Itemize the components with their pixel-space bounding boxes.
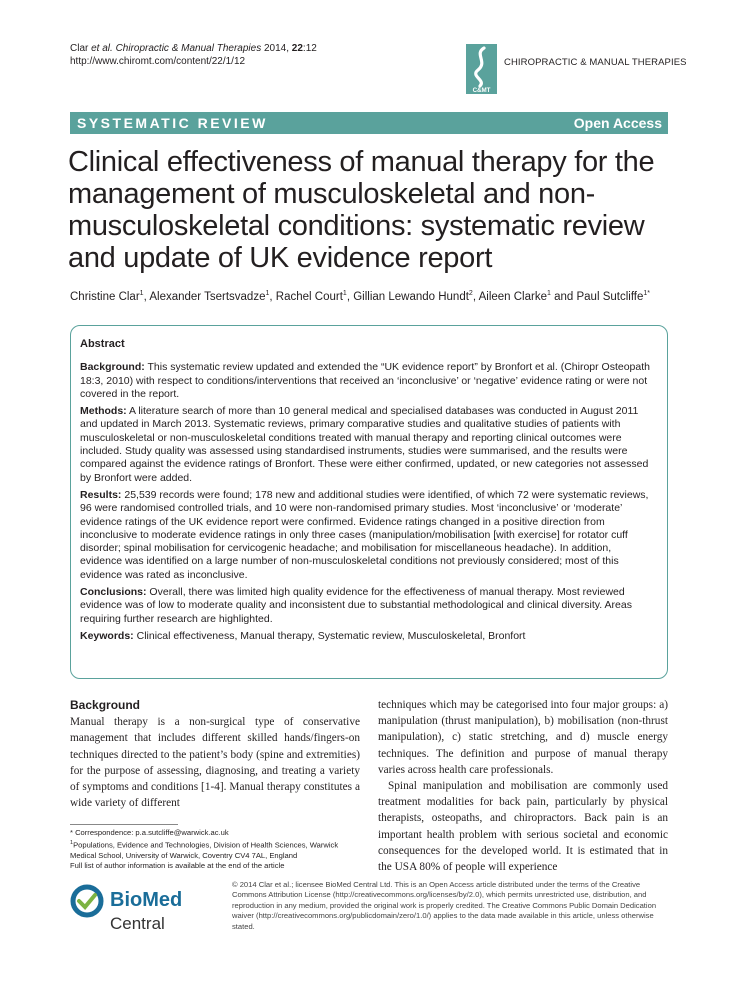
- body-column-right: [378, 697, 668, 875]
- author-name: Paul Sutcliffe: [576, 290, 644, 303]
- author-info-note: Full list of author information is available at the end of the article: [70, 861, 285, 871]
- author-affiliation-marker: 1: [139, 290, 144, 297]
- correspondence-email[interactable]: * Correspondence: p.a.sutcliffe@warwick.ac.uk: [70, 828, 229, 837]
- author-name: Christine Clar: [70, 290, 140, 303]
- citation-line-1: Clar et al. Chiropractic & Manual Therapies 2014, 22:12: [70, 43, 317, 54]
- footnote-divider: [70, 824, 178, 825]
- affiliation-note: $^1$Populations, Evidence and Technologies, Division of Health Sciences, Warwick Medical School, University of Warwick, Coventry CV4 7AL, England: [70, 840, 339, 860]
- biomed-central-icon: [70, 884, 104, 918]
- author-name: Alexander Tsertsvadze: [149, 290, 266, 303]
- body-column-left: [70, 697, 360, 811]
- journal-name: CHIROPRACTIC & MANUAL THERAPIES: [504, 57, 687, 68]
- article-citation: [70, 42, 317, 68]
- article-type-label: SYSTEMATIC REVIEW: [77, 115, 268, 131]
- author-affiliation-marker: 1: [547, 290, 551, 297]
- abstract-methods: Methods: A literature search of more than 10 general medical and specialised databases was conducted in August 2011 and updated in March 2013. Systematic reviews, primary comparative studies and qualitative studies of patients with musculoskeletal or non-musculoskeletal conditions treated with manual therapy and reporting clinical outcomes were included. Study quality was assessed using standardised instruments, studies were summarised, and the results were compared against the evidence ratings of Bronfort. These were either confirmed, updated, or new categories not assessed by Bronfort were added.: [80, 405, 649, 484]
- author-affiliation-marker: 1*: [643, 290, 651, 297]
- body-paragraph: techniques which may be categorised into four major groups: a) manipulation (thrust manipulation), b) mobilisation (non-thrust manipulation), c) static stretching, and d) muscle energy techniques. The definition and purpose of manual therapy varies across health care professionals.: [378, 699, 668, 776]
- body-paragraph: Spinal manipulation and mobilisation are commonly used treatment modalities for back pain, particularly by physical therapists, osteopaths, and chiropractors. Back pain is an important health problem with serious societal and economic consequences for the developed world. It is estimated that in the USA 80% of people will experience: [378, 780, 668, 874]
- author-list: Christine Clar$^1$, Alexander Tsertsvadze$^1$, Rachel Court$^1$, Gillian Lewando Hundt$^2$, Aileen Clarke$^1$ and Paul Sutcliffe$^{1*}$: [70, 290, 651, 303]
- author-name: Aileen Clarke: [478, 290, 547, 303]
- citation-url-link[interactable]: http://www.chiromt.com/content/22/1/12: [70, 56, 246, 67]
- abstract-results: Results: 25,539 records were found; 178 new and additional studies were identified, of which 72 were systematic reviews, 96 were randomised controlled trials, and 10 were non-randomised primary studies. Most ‘inconclusive’ or ‘moderate’ evidence ratings of the UK evidence report were confirmed. Evidence ratings changed in a positive direction from inconclusive to moderate evidence ratings in only three cases (manipulation/mobilisation [with exercise] for rotator cuff disorder; spinal mobilisation for cervicogenic headache; and mobilisation for miscellaneous headache). In addition, evidence was identified on a large number of non-musculoskeletal conditions not previously considered; most of this evidence was rated as inconclusive.: [80, 488, 649, 581]
- biomed-central-wordmark: BioMed Central: [110, 889, 183, 933]
- author-name: Gillian Lewando Hundt: [353, 290, 469, 303]
- biomed-central-logo: [70, 884, 230, 933]
- logo-text: C&MT: [472, 87, 491, 94]
- body-paragraph: Manual therapy is a non-surgical type of conservative management that includes different skilled hands/fingers-on techniques directed to the patient’s body (spine and extremities) for the purpose of assessing, diagnosing, and treating a variety of symptoms and conditions [1-4]. Manual therapy constitutes a wide variety of different: [70, 716, 360, 810]
- article-title: Clinical effectiveness of manual therapy for the management of musculoskeletal and non-musculoskeletal conditions: systematic review and update of UK evidence report: [68, 146, 655, 274]
- background-heading: Background: [70, 698, 141, 712]
- author-name: Rachel Court: [275, 290, 343, 303]
- open-access-label: Open Access: [573, 115, 662, 131]
- journal-logo-icon: [466, 44, 497, 94]
- abstract-conclusions: Conclusions: Overall, there was limited high quality evidence for the effectiveness of manual therapy. Most reviewed evidence was of low to moderate quality and inconsistent due to substantial methodological and clinical diversity. Areas requiring further research are highlighted.: [80, 586, 632, 625]
- abstract-keywords: Keywords: Clinical effectiveness, Manual therapy, Systematic review, Musculoskeletal, Bronfort: [80, 629, 526, 642]
- author-affiliation-marker: 1: [265, 290, 270, 297]
- license-statement: © 2014 Clar et al.; licensee BioMed Central Ltd. This is an Open Access article distributed under the terms of the Creative Commons Attribution License (http://creativecommons.org/licenses/by/2.0), which permits unrestricted use, distribution, and reproduction in any medium, provided the original work is properly credited. The Creative Commons Public Domain Dedication waiver (http://creativecommons.org/publicdomain/zero/1.0/) applies to the data made available in this article, unless otherwise stated.: [232, 880, 657, 931]
- article-type-banner: [70, 112, 668, 134]
- abstract-background: Background: This systematic review updated and extended the “UK evidence report” by Bronfort et al. (Chiropr Osteopath 18:3, 2010) with respect to conditions/interventions that received an ‘inconclusive’ or ‘negative’ evidence rating or were not covered in the report.: [80, 361, 650, 400]
- author-affiliation-marker: 1: [342, 290, 347, 297]
- author-affiliation-marker: 2: [468, 290, 473, 297]
- abstract-heading: Abstract: [80, 338, 125, 350]
- abstract-box: [70, 325, 668, 679]
- footnote: [70, 828, 360, 871]
